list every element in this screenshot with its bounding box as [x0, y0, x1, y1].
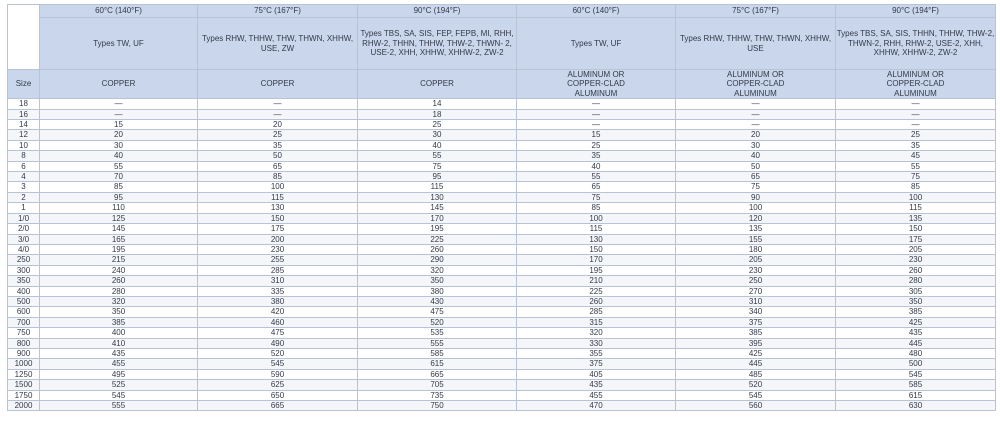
ampacity-cell: 430 — [358, 296, 517, 306]
size-cell: 12 — [8, 130, 40, 140]
types-header: Types TW, UF — [40, 18, 198, 70]
table-row — [8, 203, 996, 213]
size-cell: 500 — [8, 296, 40, 306]
ampacity-cell: 750 — [358, 401, 517, 411]
ampacity-cell: 330 — [517, 338, 676, 348]
ampacity-cell: 435 — [836, 328, 996, 338]
ampacity-cell: 115 — [517, 224, 676, 234]
ampacity-cell: 130 — [198, 203, 358, 213]
ampacity-cell: 150 — [836, 224, 996, 234]
size-cell: 600 — [8, 307, 40, 317]
ampacity-cell: 65 — [517, 182, 676, 192]
ampacity-cell: 260 — [836, 265, 996, 275]
ampacity-cell: 385 — [836, 307, 996, 317]
ampacity-cell: 525 — [40, 380, 198, 390]
ampacity-cell: 20 — [676, 130, 836, 140]
ampacity-cell: 70 — [40, 172, 198, 182]
ampacity-cell: 130 — [517, 234, 676, 244]
table-row — [8, 296, 996, 306]
ampacity-cell: — — [40, 99, 198, 109]
table-row — [8, 182, 996, 192]
table-row — [8, 286, 996, 296]
ampacity-cell: 445 — [836, 338, 996, 348]
ampacity-cell: 435 — [517, 380, 676, 390]
ampacity-cell: 95 — [358, 172, 517, 182]
table-row — [8, 348, 996, 358]
ampacity-table — [7, 4, 996, 411]
ampacity-cell: 270 — [676, 286, 836, 296]
ampacity-cell: 560 — [676, 401, 836, 411]
ampacity-cell: 260 — [40, 276, 198, 286]
ampacity-cell: — — [836, 99, 996, 109]
ampacity-cell: 285 — [517, 307, 676, 317]
ampacity-cell: 200 — [198, 234, 358, 244]
ampacity-cell: 425 — [836, 317, 996, 327]
size-cell: 350 — [8, 276, 40, 286]
temp-header: 75°C (167°F) — [676, 5, 836, 18]
ampacity-cell: — — [198, 99, 358, 109]
ampacity-cell: 225 — [517, 286, 676, 296]
ampacity-cell: 85 — [198, 172, 358, 182]
ampacity-cell: 18 — [358, 109, 517, 119]
ampacity-cell: 55 — [517, 172, 676, 182]
ampacity-cell: 115 — [836, 203, 996, 213]
table-row — [8, 265, 996, 275]
ampacity-cell: 55 — [40, 161, 198, 171]
ampacity-cell: 240 — [40, 265, 198, 275]
ampacity-cell: 355 — [517, 348, 676, 358]
ampacity-cell: 230 — [198, 244, 358, 254]
ampacity-cell: 535 — [358, 328, 517, 338]
table-row — [8, 99, 996, 109]
ampacity-cell: 585 — [836, 380, 996, 390]
ampacity-cell: 45 — [836, 151, 996, 161]
ampacity-cell: 195 — [358, 224, 517, 234]
ampacity-cell: 115 — [198, 192, 358, 202]
material-header: COPPER — [40, 70, 198, 99]
ampacity-cell: 145 — [40, 224, 198, 234]
ampacity-cell: 395 — [676, 338, 836, 348]
material-header: ALUMINUM OR COPPER-CLAD ALUMINUM — [676, 70, 836, 99]
ampacity-cell: 545 — [676, 390, 836, 400]
types-header: Types TW, UF — [517, 18, 676, 70]
ampacity-cell: — — [836, 120, 996, 130]
ampacity-cell: 350 — [358, 276, 517, 286]
table-row — [8, 380, 996, 390]
ampacity-cell: 14 — [358, 99, 517, 109]
ampacity-cell: 75 — [358, 161, 517, 171]
ampacity-cell: 40 — [676, 151, 836, 161]
corner-cell — [8, 5, 40, 70]
ampacity-cell: 100 — [198, 182, 358, 192]
material-header: COPPER — [358, 70, 517, 99]
ampacity-cell: 475 — [358, 307, 517, 317]
ampacity-cell: 545 — [198, 359, 358, 369]
ampacity-cell: 30 — [40, 140, 198, 150]
ampacity-cell: 455 — [517, 390, 676, 400]
ampacity-cell: 375 — [676, 317, 836, 327]
ampacity-cell: 455 — [40, 359, 198, 369]
ampacity-cell: 405 — [517, 369, 676, 379]
ampacity-cell: 490 — [198, 338, 358, 348]
size-cell: 14 — [8, 120, 40, 130]
ampacity-cell: 175 — [836, 234, 996, 244]
ampacity-cell: 15 — [517, 130, 676, 140]
ampacity-cell: 705 — [358, 380, 517, 390]
ampacity-cell: 520 — [198, 348, 358, 358]
size-cell: 3 — [8, 182, 40, 192]
table-row — [8, 307, 996, 317]
ampacity-cell: 135 — [676, 224, 836, 234]
ampacity-cell: 180 — [676, 244, 836, 254]
ampacity-cell: 735 — [358, 390, 517, 400]
ampacity-cell: 520 — [676, 380, 836, 390]
ampacity-cell: 25 — [836, 130, 996, 140]
size-cell: 1 — [8, 203, 40, 213]
ampacity-cell: 25 — [198, 130, 358, 140]
ampacity-cell: 40 — [40, 151, 198, 161]
ampacity-cell: 55 — [358, 151, 517, 161]
ampacity-cell: 85 — [40, 182, 198, 192]
types-header: Types RHW, THHW, THW, THWN, XHHW, USE, ZW — [198, 18, 358, 70]
ampacity-cell: 615 — [358, 359, 517, 369]
ampacity-cell: 170 — [358, 213, 517, 223]
ampacity-cell: 385 — [676, 328, 836, 338]
ampacity-cell: 30 — [358, 130, 517, 140]
size-cell: 1000 — [8, 359, 40, 369]
ampacity-cell: 460 — [198, 317, 358, 327]
ampacity-cell: 155 — [676, 234, 836, 244]
ampacity-cell: 75 — [676, 182, 836, 192]
ampacity-cell: 40 — [517, 161, 676, 171]
ampacity-cell: 210 — [517, 276, 676, 286]
ampacity-cell: 215 — [40, 255, 198, 265]
ampacity-cell: 100 — [517, 213, 676, 223]
ampacity-cell: 280 — [40, 286, 198, 296]
table-row — [8, 317, 996, 327]
size-cell: 300 — [8, 265, 40, 275]
ampacity-cell: 150 — [517, 244, 676, 254]
temp-header: 90°C (194°F) — [836, 5, 996, 18]
temp-header: 60°C (140°F) — [40, 5, 198, 18]
size-cell: 16 — [8, 109, 40, 119]
ampacity-cell: — — [198, 109, 358, 119]
ampacity-cell: 90 — [676, 192, 836, 202]
table-row — [8, 369, 996, 379]
ampacity-cell: 65 — [198, 161, 358, 171]
ampacity-cell: — — [676, 99, 836, 109]
ampacity-cell: 175 — [198, 224, 358, 234]
table-row — [8, 140, 996, 150]
types-header: Types TBS, SA, SIS, THHN, THHW, THW-2, THWN-2, RHH, RHW-2, USE-2, XHH, XHHW, XHHW-2, ZW-2 — [836, 18, 996, 70]
temp-header: 90°C (194°F) — [358, 5, 517, 18]
ampacity-cell: 15 — [40, 120, 198, 130]
ampacity-cell: — — [517, 109, 676, 119]
table-row — [8, 255, 996, 265]
table-row — [8, 172, 996, 182]
size-cell: 1750 — [8, 390, 40, 400]
table-row — [8, 359, 996, 369]
size-cell: 400 — [8, 286, 40, 296]
ampacity-cell: 120 — [676, 213, 836, 223]
ampacity-cell: 340 — [676, 307, 836, 317]
types-header: Types RHW, THHW, THW, THWN, XHHW, USE — [676, 18, 836, 70]
ampacity-cell: 35 — [836, 140, 996, 150]
ampacity-cell: 145 — [358, 203, 517, 213]
size-cell: 1/0 — [8, 213, 40, 223]
table-row — [8, 120, 996, 130]
ampacity-cell: — — [676, 120, 836, 130]
ampacity-cell: 110 — [40, 203, 198, 213]
ampacity-cell: 425 — [676, 348, 836, 358]
ampacity-cell: 130 — [358, 192, 517, 202]
ampacity-cell: 135 — [836, 213, 996, 223]
ampacity-cell: 250 — [676, 276, 836, 286]
ampacity-cell: 555 — [40, 401, 198, 411]
table-row — [8, 390, 996, 400]
ampacity-cell: — — [836, 109, 996, 119]
ampacity-cell: 20 — [40, 130, 198, 140]
ampacity-cell: 555 — [358, 338, 517, 348]
ampacity-cell: 55 — [836, 161, 996, 171]
size-cell: 2 — [8, 192, 40, 202]
ampacity-cell: 480 — [836, 348, 996, 358]
temp-header: 60°C (140°F) — [517, 5, 676, 18]
ampacity-cell: 375 — [517, 359, 676, 369]
size-cell: 6 — [8, 161, 40, 171]
ampacity-cell: 615 — [836, 390, 996, 400]
ampacity-cell: 50 — [198, 151, 358, 161]
ampacity-cell: 420 — [198, 307, 358, 317]
temp-header: 75°C (167°F) — [198, 5, 358, 18]
size-cell: 8 — [8, 151, 40, 161]
table-row — [8, 161, 996, 171]
ampacity-cell: 260 — [517, 296, 676, 306]
ampacity-cell: 350 — [40, 307, 198, 317]
ampacity-cell: 410 — [40, 338, 198, 348]
ampacity-cell: 665 — [358, 369, 517, 379]
size-cell: 2000 — [8, 401, 40, 411]
ampacity-cell: 100 — [676, 203, 836, 213]
ampacity-cell: 95 — [40, 192, 198, 202]
ampacity-cell: 475 — [198, 328, 358, 338]
ampacity-cell: 260 — [358, 244, 517, 254]
ampacity-cell: 40 — [358, 140, 517, 150]
material-header-row — [8, 70, 996, 99]
ampacity-cell: 380 — [198, 296, 358, 306]
table-row — [8, 328, 996, 338]
size-cell: 800 — [8, 338, 40, 348]
ampacity-cell: — — [517, 99, 676, 109]
table-row — [8, 234, 996, 244]
ampacity-cell: 500 — [836, 359, 996, 369]
size-cell: 4/0 — [8, 244, 40, 254]
ampacity-cell: 310 — [676, 296, 836, 306]
ampacity-cell: 320 — [40, 296, 198, 306]
ampacity-cell: 75 — [836, 172, 996, 182]
ampacity-cell: 125 — [40, 213, 198, 223]
ampacity-cell: 335 — [198, 286, 358, 296]
ampacity-cell: 85 — [836, 182, 996, 192]
size-cell: 1250 — [8, 369, 40, 379]
types-header: Types TBS, SA, SIS, FEP, FEPB, MI, RHH, RHW-2, THHN, THHW, THW-2, THWN- 2, USE-2, XHH, XHHW, XHHW-2, ZW-2 — [358, 18, 517, 70]
table-row — [8, 213, 996, 223]
ampacity-cell: 630 — [836, 401, 996, 411]
ampacity-cell: 400 — [40, 328, 198, 338]
ampacity-cell: 585 — [358, 348, 517, 358]
table-row — [8, 276, 996, 286]
ampacity-cell: 520 — [358, 317, 517, 327]
temperature-header-row — [8, 5, 996, 18]
ampacity-cell: 590 — [198, 369, 358, 379]
ampacity-cell: 165 — [40, 234, 198, 244]
ampacity-cell: 170 — [517, 255, 676, 265]
ampacity-cell: 310 — [198, 276, 358, 286]
ampacity-cell: 35 — [517, 151, 676, 161]
ampacity-cell: 545 — [40, 390, 198, 400]
ampacity-cell: 195 — [517, 265, 676, 275]
table-row — [8, 338, 996, 348]
ampacity-table-body — [8, 99, 996, 411]
ampacity-cell: 205 — [676, 255, 836, 265]
material-header: COPPER — [198, 70, 358, 99]
material-header: ALUMINUM OR COPPER-CLAD ALUMINUM — [517, 70, 676, 99]
ampacity-cell: 495 — [40, 369, 198, 379]
size-header: Size — [8, 70, 40, 99]
ampacity-cell: 285 — [198, 265, 358, 275]
ampacity-cell: 485 — [676, 369, 836, 379]
ampacity-cell: — — [517, 120, 676, 130]
size-cell: 700 — [8, 317, 40, 327]
size-cell: 18 — [8, 99, 40, 109]
ampacity-cell: 65 — [676, 172, 836, 182]
ampacity-cell: 35 — [198, 140, 358, 150]
ampacity-cell: 545 — [836, 369, 996, 379]
ampacity-cell: 255 — [198, 255, 358, 265]
table-row — [8, 244, 996, 254]
ampacity-cell: 385 — [40, 317, 198, 327]
ampacity-cell: 315 — [517, 317, 676, 327]
ampacity-cell: 625 — [198, 380, 358, 390]
ampacity-cell: 20 — [198, 120, 358, 130]
ampacity-cell: — — [40, 109, 198, 119]
ampacity-cell: 75 — [517, 192, 676, 202]
ampacity-cell: 25 — [517, 140, 676, 150]
ampacity-cell: 30 — [676, 140, 836, 150]
size-cell: 2/0 — [8, 224, 40, 234]
ampacity-cell: 320 — [358, 265, 517, 275]
ampacity-cell: 50 — [676, 161, 836, 171]
size-cell: 750 — [8, 328, 40, 338]
ampacity-cell: 320 — [517, 328, 676, 338]
size-cell: 900 — [8, 348, 40, 358]
size-cell: 10 — [8, 140, 40, 150]
ampacity-cell: 650 — [198, 390, 358, 400]
table-row — [8, 401, 996, 411]
size-cell: 1500 — [8, 380, 40, 390]
size-cell: 4 — [8, 172, 40, 182]
ampacity-cell: 290 — [358, 255, 517, 265]
ampacity-cell: 445 — [676, 359, 836, 369]
ampacity-cell: 115 — [358, 182, 517, 192]
insulation-types-row — [8, 18, 996, 70]
table-row — [8, 224, 996, 234]
ampacity-cell: 280 — [836, 276, 996, 286]
ampacity-cell: 100 — [836, 192, 996, 202]
ampacity-cell: 85 — [517, 203, 676, 213]
ampacity-cell: 350 — [836, 296, 996, 306]
ampacity-cell: 380 — [358, 286, 517, 296]
table-row — [8, 130, 996, 140]
material-header: ALUMINUM OR COPPER-CLAD ALUMINUM — [836, 70, 996, 99]
ampacity-cell: 470 — [517, 401, 676, 411]
ampacity-cell: 230 — [836, 255, 996, 265]
ampacity-cell: 195 — [40, 244, 198, 254]
ampacity-cell: 225 — [358, 234, 517, 244]
ampacity-cell: 150 — [198, 213, 358, 223]
table-row — [8, 109, 996, 119]
ampacity-cell: 25 — [358, 120, 517, 130]
ampacity-cell: 230 — [676, 265, 836, 275]
size-cell: 3/0 — [8, 234, 40, 244]
table-row — [8, 151, 996, 161]
table-row — [8, 192, 996, 202]
ampacity-cell: 435 — [40, 348, 198, 358]
ampacity-cell: 665 — [198, 401, 358, 411]
ampacity-cell: 205 — [836, 244, 996, 254]
ampacity-cell: 305 — [836, 286, 996, 296]
size-cell: 250 — [8, 255, 40, 265]
ampacity-cell: — — [676, 109, 836, 119]
